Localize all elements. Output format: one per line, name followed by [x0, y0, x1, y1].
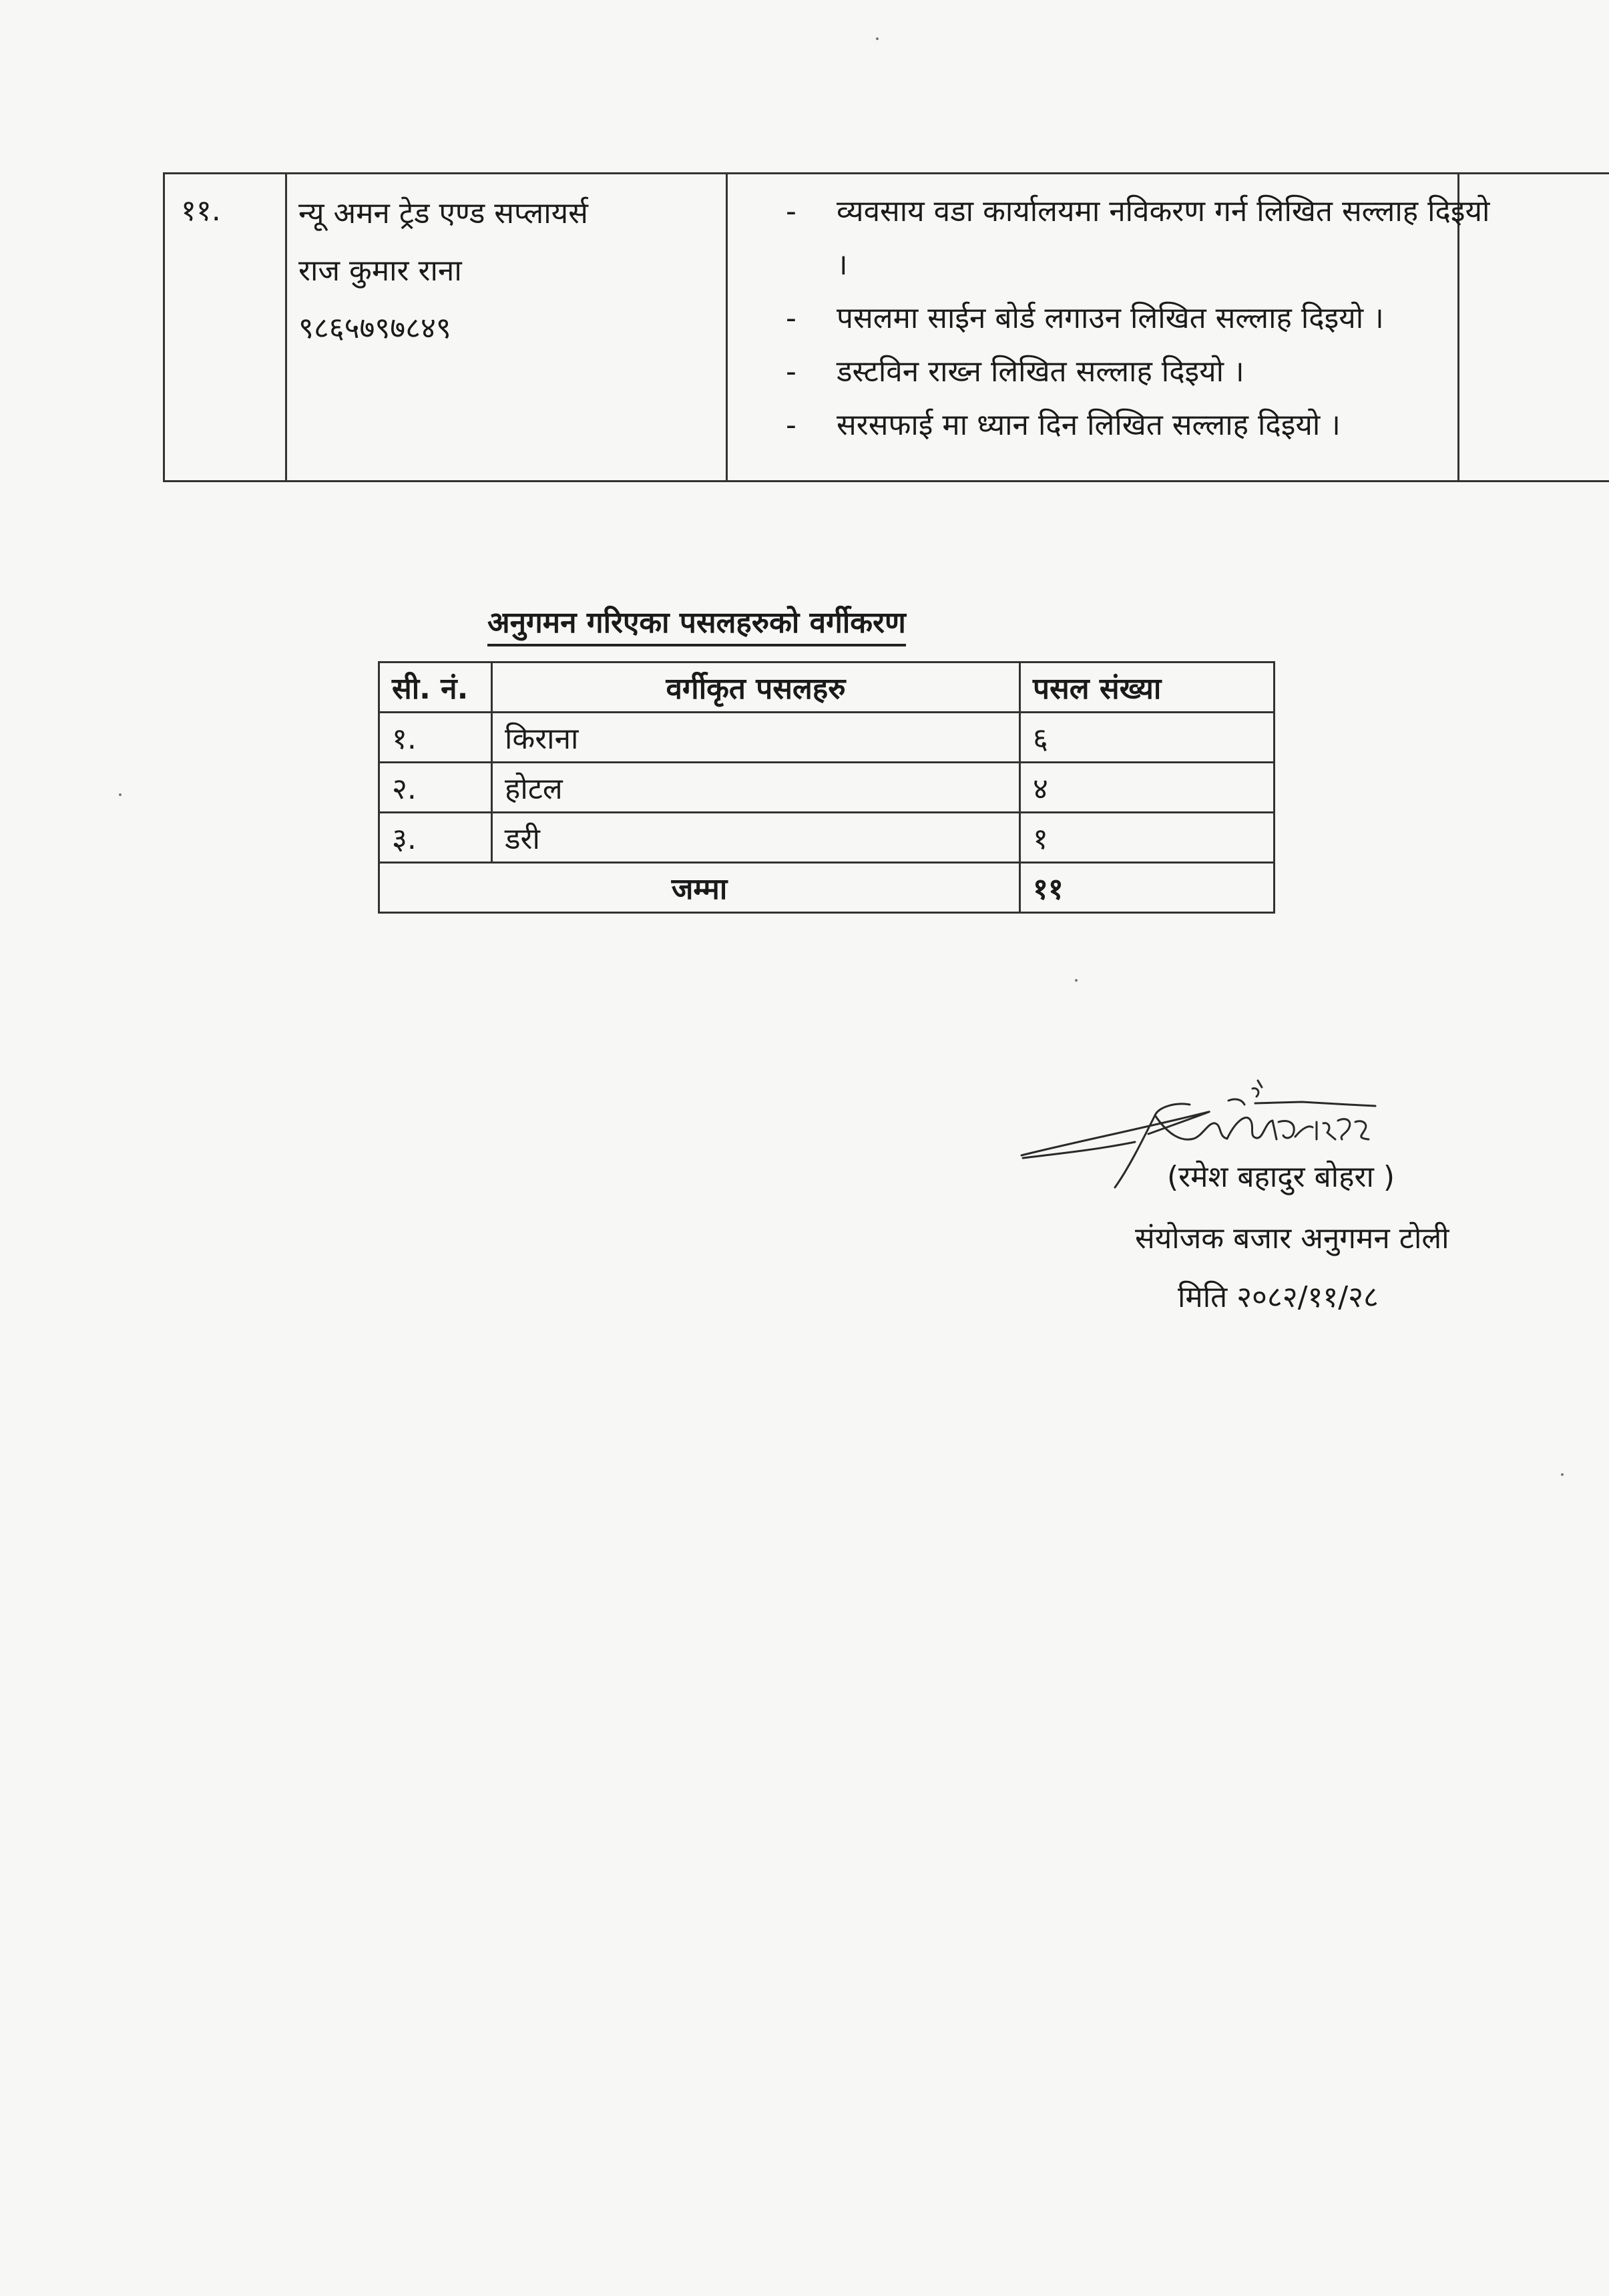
row-serial: ३. — [379, 813, 492, 863]
remarks-list — [786, 185, 1507, 452]
shop-name: न्यू अमन ट्रेड एण्ड सप्लायर्स — [298, 196, 588, 230]
scan-speck — [1561, 1473, 1564, 1476]
remark-text: डस्टविन राख्न लिखित सल्लाह दिइयो । — [837, 355, 1244, 389]
table-total-row — [379, 863, 1275, 913]
remark-text: व्यवसाय वडा कार्यालयमा नविकरण गर्न लिखित सल्लाह दिइयो । — [837, 194, 1490, 282]
bullet-dash: - — [786, 301, 796, 335]
row-category: किराना — [492, 713, 1020, 763]
signatory-name: (रमेश बहादुर बोहरा ) — [1167, 1160, 1395, 1194]
remark-item — [786, 399, 1507, 452]
table-row — [379, 713, 1275, 763]
bullet-dash: - — [786, 194, 796, 228]
row-serial: १. — [379, 713, 492, 763]
classification-heading: अनुगमन गरिएका पसलहरुको वर्गीकरण — [487, 601, 906, 646]
remark-item — [786, 345, 1507, 399]
scan-speck — [1075, 979, 1078, 982]
remark-text: सरसफाई मा ध्यान दिन लिखित सल्लाह दिइयो । — [837, 408, 1341, 442]
serial-number: ११. — [181, 194, 221, 228]
signature-date: मिति २०८२/११/२८ — [1178, 1280, 1379, 1314]
remark-item — [786, 185, 1507, 292]
phone-number: ९८६५७९७८४९ — [298, 311, 451, 345]
total-label: जम्मा — [379, 863, 1020, 913]
row-category: होटल — [492, 763, 1020, 813]
remark-item — [786, 292, 1507, 345]
row-count: ६ — [1020, 713, 1275, 763]
scan-speck — [119, 793, 122, 796]
column-divider — [726, 174, 728, 480]
table-row — [379, 813, 1275, 863]
bullet-dash: - — [786, 408, 796, 442]
header-category: वर्गीकृत पसलहरु — [492, 662, 1020, 713]
table-header-row — [379, 662, 1275, 713]
column-divider — [285, 174, 287, 480]
row-count: १ — [1020, 813, 1275, 863]
row-serial: २. — [379, 763, 492, 813]
owner-name: राज कुमार राना — [298, 254, 462, 288]
scan-speck — [876, 37, 879, 40]
inspection-table — [163, 172, 1609, 482]
row-category: डरी — [492, 813, 1020, 863]
row-count: ४ — [1020, 763, 1275, 813]
header-serial: सी. नं. — [379, 662, 492, 713]
bullet-dash: - — [786, 355, 796, 389]
remark-text: पसलमा साईन बोर्ड लगाउन लिखित सल्लाह दिइयो । — [837, 301, 1384, 335]
total-value: ११ — [1020, 863, 1275, 913]
signatory-role: संयोजक बजार अनुगमन टोली — [1135, 1221, 1449, 1256]
shop-details — [298, 185, 588, 357]
header-count: पसल संख्या — [1020, 662, 1275, 713]
table-row — [379, 763, 1275, 813]
classification-table — [378, 661, 1275, 914]
